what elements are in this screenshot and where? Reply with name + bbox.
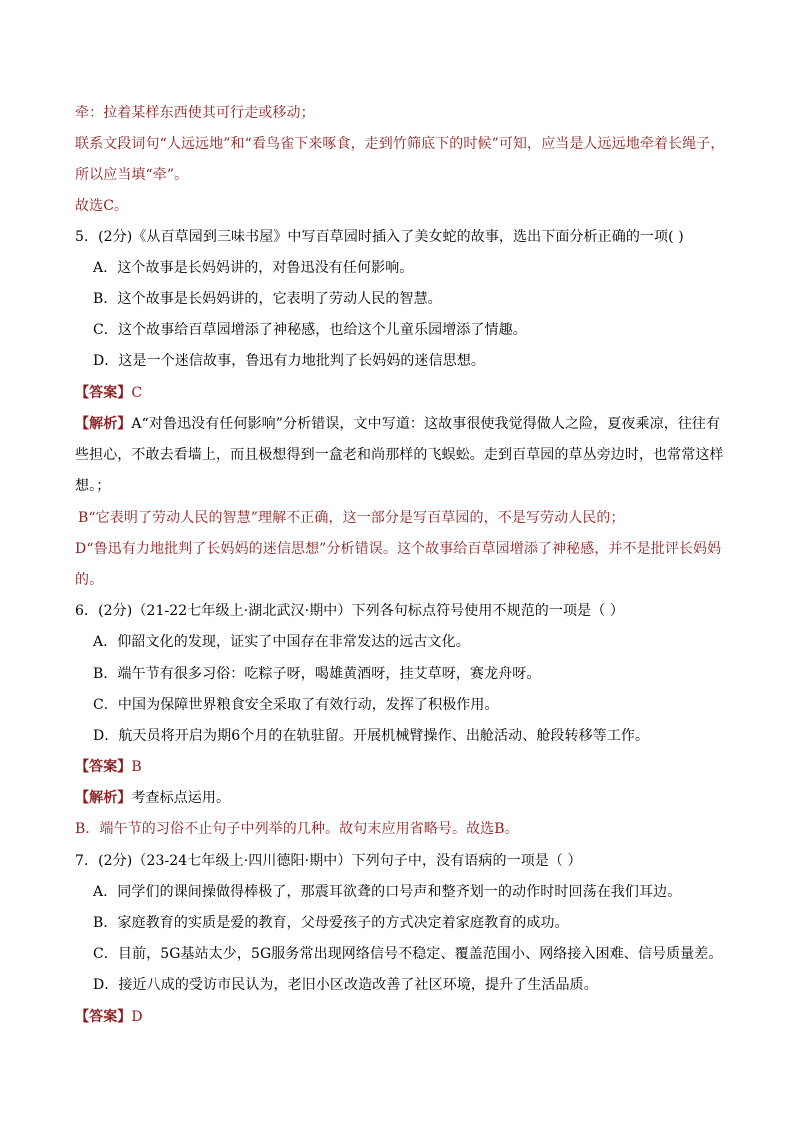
analysis-line: 的。: [75, 572, 104, 588]
question-6-answer: [75, 757, 725, 777]
answer-value: D: [131, 1009, 143, 1025]
analysis-tag: 【解析】: [75, 790, 132, 806]
answer-tag: 【答案】: [75, 385, 132, 401]
analysis-line: 些担心，不敢去看墙上，而且极想得到一盒老和尚那样的飞蜈蚣。走到百草园的草丛旁边时，也常常这样: [75, 447, 724, 463]
question-7-option-c: C．目前，5G基站太少，5G服务常出现网络信号不稳定、覆盖范围小、网络接入困难、信号质量差。: [93, 946, 723, 962]
answer-value: B: [131, 759, 142, 775]
question-6-option-d: D．航天员将开启为期6个月的在轨驻留。开展机械臂操作、出舱活动、舱段转移等工作。: [93, 728, 650, 744]
question-7-option-b: B．家庭教育的实质是爱的教育，父母爱孩子的方式决定着家庭教育的成功。: [93, 915, 569, 931]
question-7-answer: [75, 1007, 725, 1027]
question-5-option-b: B．这个故事是长妈妈讲的，它表明了劳动人民的智慧。: [93, 291, 442, 307]
explanation-line: 所以应当填“牵”。: [75, 167, 189, 183]
analysis-line: D“鲁迅有力地批判了长妈妈的迷信思想”分析错误。这个故事给百草园增添了神秘感，并不是批评长妈妈: [75, 541, 722, 557]
analysis-line: B“它表明了劳动人民的智慧”理解不正确，这一部分是写百草园的，不是写劳动人民的；: [78, 510, 625, 526]
analysis-line: 想。；: [75, 478, 111, 494]
analysis-tag: 【解析】: [75, 416, 132, 432]
question-6-option-c: C．中国为保障世界粮食安全采取了有效行动，发挥了积极作用。: [93, 697, 499, 713]
question-5-stem: 5．(2分)《从百草园到三味书屋》中写百草园时插入了美女蛇的故事，选出下面分析正确的一项( ): [75, 229, 684, 245]
question-5-option-a: A．这个故事是长妈妈讲的，对鲁迅没有任何影响。: [93, 260, 414, 276]
question-6-analysis: [75, 788, 725, 808]
explanation-line: 联系文段词句“人远远地”和“看鸟雀下来啄食，走到竹筛底下的时候”可知，应当是人远远地牵着长绳子，: [75, 136, 725, 152]
question-7-option-a: A．同学们的课间操做得棒极了，那震耳欲聋的口号声和整齐划一的动作时时回荡在我们耳边。: [93, 884, 682, 900]
question-5-analysis: [75, 414, 725, 434]
question-7-option-d: D．接近八成的受访市民认为，老旧小区改造改善了社区环境，提升了生活品质。: [93, 977, 598, 993]
answer-tag: 【答案】: [75, 759, 132, 775]
explanation-line: 故选C。: [75, 198, 129, 214]
question-5-option-d: D．这是一个迷信故事，鲁迅有力地批判了长妈妈的迷信思想。: [93, 353, 486, 369]
answer-value: C: [131, 385, 143, 401]
analysis-line: B．端午节的习俗不止句子中列举的几种。故句末应用省略号。故选B。: [75, 821, 519, 837]
question-5-option-c: C．这个故事给百草园增添了神秘感，也给这个儿童乐园增添了情趣。: [93, 322, 527, 338]
analysis-text: A“对鲁迅没有任何影响”分析错误，文中写道：这故事很使我觉得做人之险，夏夜乘凉，往往有: [131, 416, 721, 432]
answer-tag: 【答案】: [75, 1009, 132, 1025]
question-7-stem: 7．(2分)（23-24七年级上·四川德阳·期中）下列句子中，没有语病的一项是（ ）: [75, 853, 582, 869]
explanation-line: 牵：拉着某样东西使其可行走或移动；: [75, 105, 315, 121]
question-6-stem: 6．(2分)（21-22七年级上·湖北武汉·期中）下列各句标点符号使用不规范的一项是（ ）: [75, 603, 624, 619]
question-5-answer: [75, 383, 725, 403]
analysis-text: 考查标点运用。: [131, 790, 231, 806]
question-6-option-b: B．端午节有很多习俗：吃粽子呀，喝雄黄酒呀，挂艾草呀，赛龙舟呀。: [93, 666, 541, 682]
question-6-option-a: A．仰韶文化的发现，证实了中国存在非常发达的远古文化。: [93, 634, 470, 650]
